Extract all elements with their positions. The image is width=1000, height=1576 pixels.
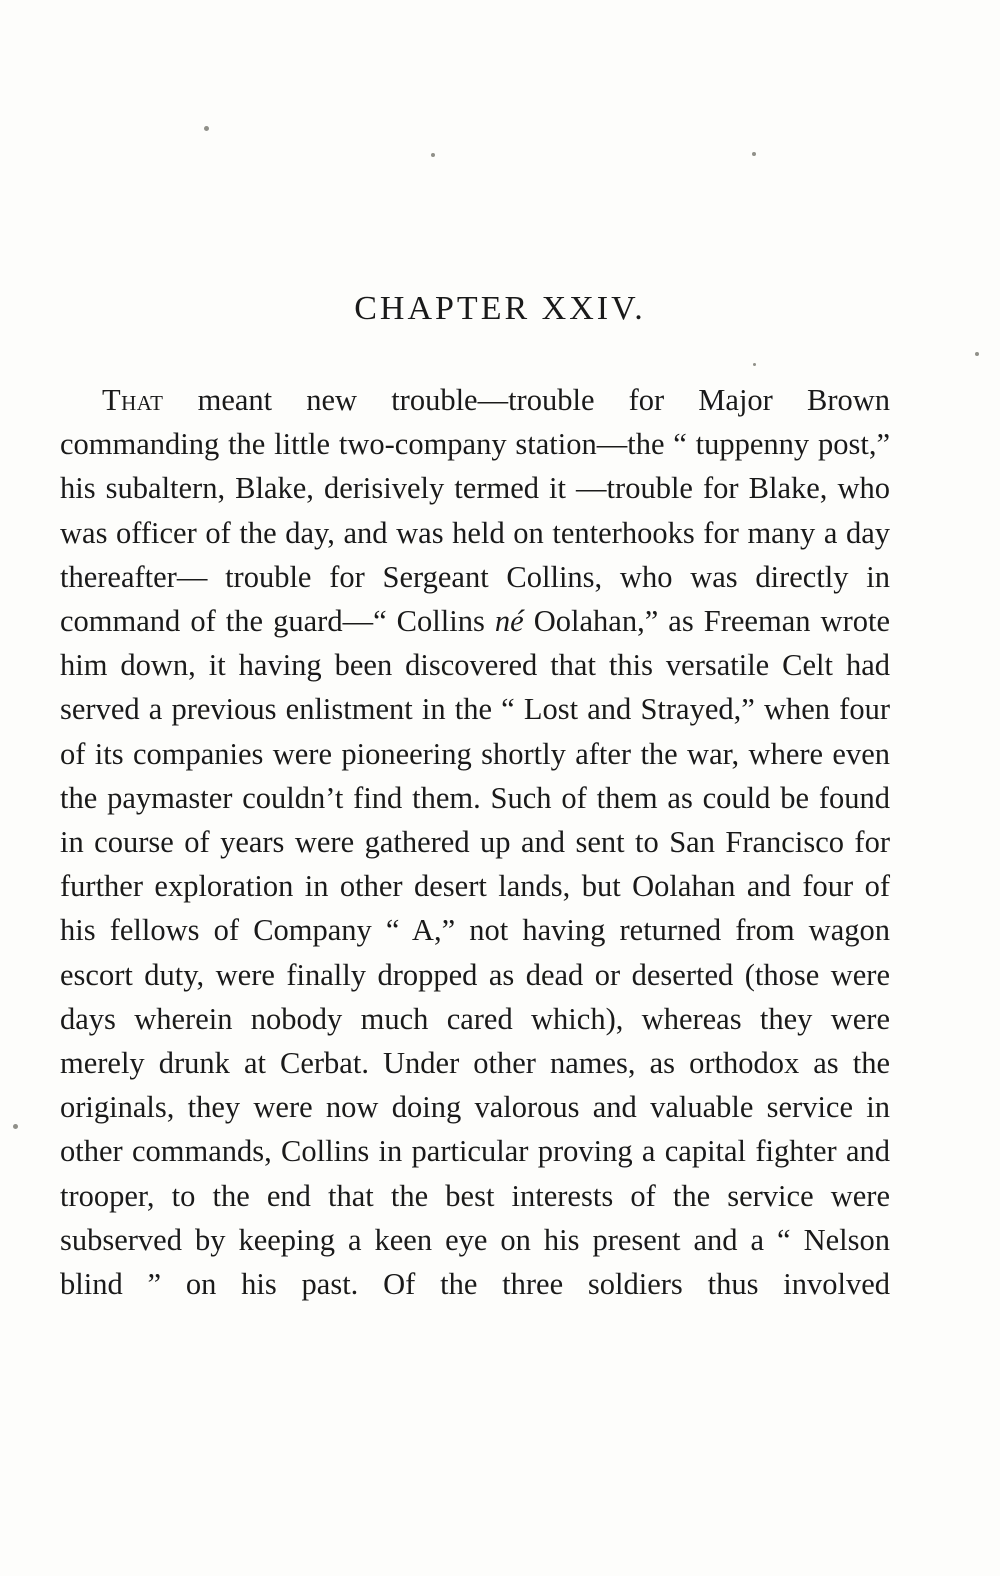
body-text-block xyxy=(60,378,890,1350)
lead-smallcaps: That xyxy=(102,383,164,417)
paper-speck-icon xyxy=(13,1124,18,1129)
paragraph-text-part-2: Oolahan,” as Freeman wrote him down, it having been discovered that this versatile Celt had served a previous enlistment in the “ Lost and Strayed,” when four of its companies were pioneering shortly after the war, where even the paymaster couldn’t find them. Such of them as could be found in course of years were gathered up and sent to San Francisco for further exploration in other desert lands, but Oolahan and four of his fellows of Company “ A,” not having returned from wagon escort duty, were finally dropped as dead or deserted (those were days wherein nobody much cared which), whereas they were merely drunk at Cerbat. Under other names, as orthodox as the originals, they were now doing valorous and valuable service in other commands, Collins in particular proving a capital fighter and trooper, to the end that the best interests of the service were subserved by keeping a keen eye on his present and a “ Nelson blind ” on his past. Of the three soldiers thus involved xyxy=(60,604,890,1302)
paper-speck-icon xyxy=(975,352,979,356)
paragraph-text-part-1: meant new trouble—trouble for Major Brown commanding the little two-company station—the “ tuppenny post,” his subaltern, Blake, derisively termed it —trouble for Blake, who was officer of the day, and was held on tenterhooks for many a day thereafter— trouble for Sergeant Collins, who was directly in command of the guard—“ Collins xyxy=(60,383,890,639)
paper-speck-icon xyxy=(431,153,435,157)
chapter-heading: CHAPTER XXIV. xyxy=(354,290,646,327)
paper-speck-icon xyxy=(752,152,756,156)
paragraph xyxy=(60,378,890,1350)
paper-speck-icon xyxy=(753,363,756,366)
paper-speck-icon xyxy=(204,126,209,131)
italic-phrase: né xyxy=(494,604,524,639)
